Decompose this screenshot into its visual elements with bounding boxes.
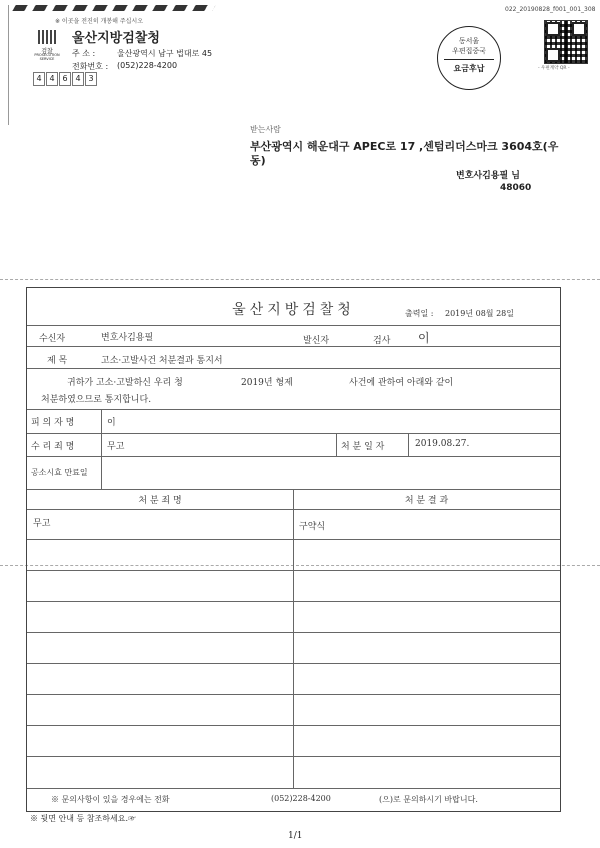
disposition-date-label: 처 분 일 자 xyxy=(341,442,385,452)
recipient-address-1: 부산광역시 해운대구 APEC로 17 ,센텀리더스마크 3604호(우 xyxy=(250,140,559,153)
phone-label: 전화번호 : xyxy=(72,62,109,71)
zip-digit: 6 xyxy=(59,72,71,86)
stamp-line2: 우편집중국 xyxy=(452,47,486,55)
zip-digit: 4 xyxy=(46,72,58,86)
stamp-line3: 요금후납 xyxy=(453,64,485,73)
print-date-value: 2019년 08월 28일 xyxy=(445,309,514,318)
row-result: 구약식 xyxy=(299,522,326,532)
col-charge-header: 처 분 죄 명 xyxy=(138,496,182,506)
recipient-label: 받는사람 xyxy=(250,125,281,134)
body-text-a: 귀하가 고소·고발하신 우리 청 xyxy=(67,378,183,388)
zip-digit: 4 xyxy=(72,72,84,86)
from-name: 이 xyxy=(418,331,430,345)
postage-stamp xyxy=(437,26,501,90)
body-text-line2: 처분하였으므로 통지합니다. xyxy=(41,395,152,405)
page-number: 1/1 xyxy=(288,831,303,841)
subject-label: 제 목 xyxy=(47,356,68,366)
address-label: 주 소 : xyxy=(72,49,96,58)
body-text-c: 사건에 관하여 아래와 같이 xyxy=(349,378,454,388)
disposition-notice-form xyxy=(26,287,561,812)
address-value: 울산광역시 남구 법대로 45 xyxy=(117,49,213,58)
open-notice: ※ 이곳을 전진히 개봉해 주십시오 xyxy=(55,18,144,25)
doc-code: 022_20190828_f001_001_308 xyxy=(505,6,596,13)
to-label: 수신자 xyxy=(39,334,66,344)
recipient-zip: 48060 xyxy=(500,183,532,193)
accepted-charge-label: 수 리 죄 명 xyxy=(31,442,75,452)
accepted-charge-value: 무고 xyxy=(107,442,125,452)
fold-line xyxy=(0,279,600,280)
disposition-date-value: 2019.08.27. xyxy=(415,439,470,449)
phone-value: (052)228-4200 xyxy=(117,61,178,70)
row-charge: 무고 xyxy=(33,519,51,529)
zip-digit: 4 xyxy=(33,72,45,86)
from-label: 발신자 xyxy=(303,336,330,346)
footer-inquiry-b: (으)로 문의하시기 바랍니다. xyxy=(379,795,478,804)
recipient-address-2: 동) xyxy=(250,154,266,167)
footer-inquiry-a: ※ 문의사항이 있을 경우에는 전화 xyxy=(51,795,170,804)
suspect-value: 이 xyxy=(107,418,116,428)
from-role: 검사 xyxy=(373,336,391,346)
logo-text: 검찰 xyxy=(41,48,53,55)
suspect-label: 피 의 자 명 xyxy=(31,418,75,428)
body-text-b: 2019년 형제 xyxy=(241,378,293,388)
zip-digit: 3 xyxy=(85,72,97,86)
tear-strip xyxy=(12,5,215,11)
prescription-label: 공소시효 만료일 xyxy=(31,468,88,477)
form-title: 울산지방검찰청 xyxy=(232,302,355,318)
sender-org: 울산지방검찰청 xyxy=(72,31,160,46)
print-date-label: 출력일 : xyxy=(405,309,434,318)
scan-edge xyxy=(8,5,9,125)
prosecution-logo xyxy=(32,28,62,60)
qr-caption: - 우편계약 QR - xyxy=(538,66,570,71)
subject-value: 고소·고발사건 처분결과 통지서 xyxy=(101,356,223,366)
logo-bars-icon xyxy=(38,30,56,44)
recipient-name: 변호사김용필 님 xyxy=(456,171,520,181)
to-value: 변호사김용필 xyxy=(101,333,154,343)
back-note: ※ 뒷면 안내 등 참조하세요.☞ xyxy=(30,814,136,823)
footer-phone: (052)228-4200 xyxy=(271,794,331,803)
stamp-line1: 동서울 xyxy=(458,37,480,45)
qr-code-icon xyxy=(544,20,588,64)
logo-sub: PROSECUTION SERVICE xyxy=(34,53,60,61)
col-result-header: 처 분 결 과 xyxy=(404,496,449,506)
